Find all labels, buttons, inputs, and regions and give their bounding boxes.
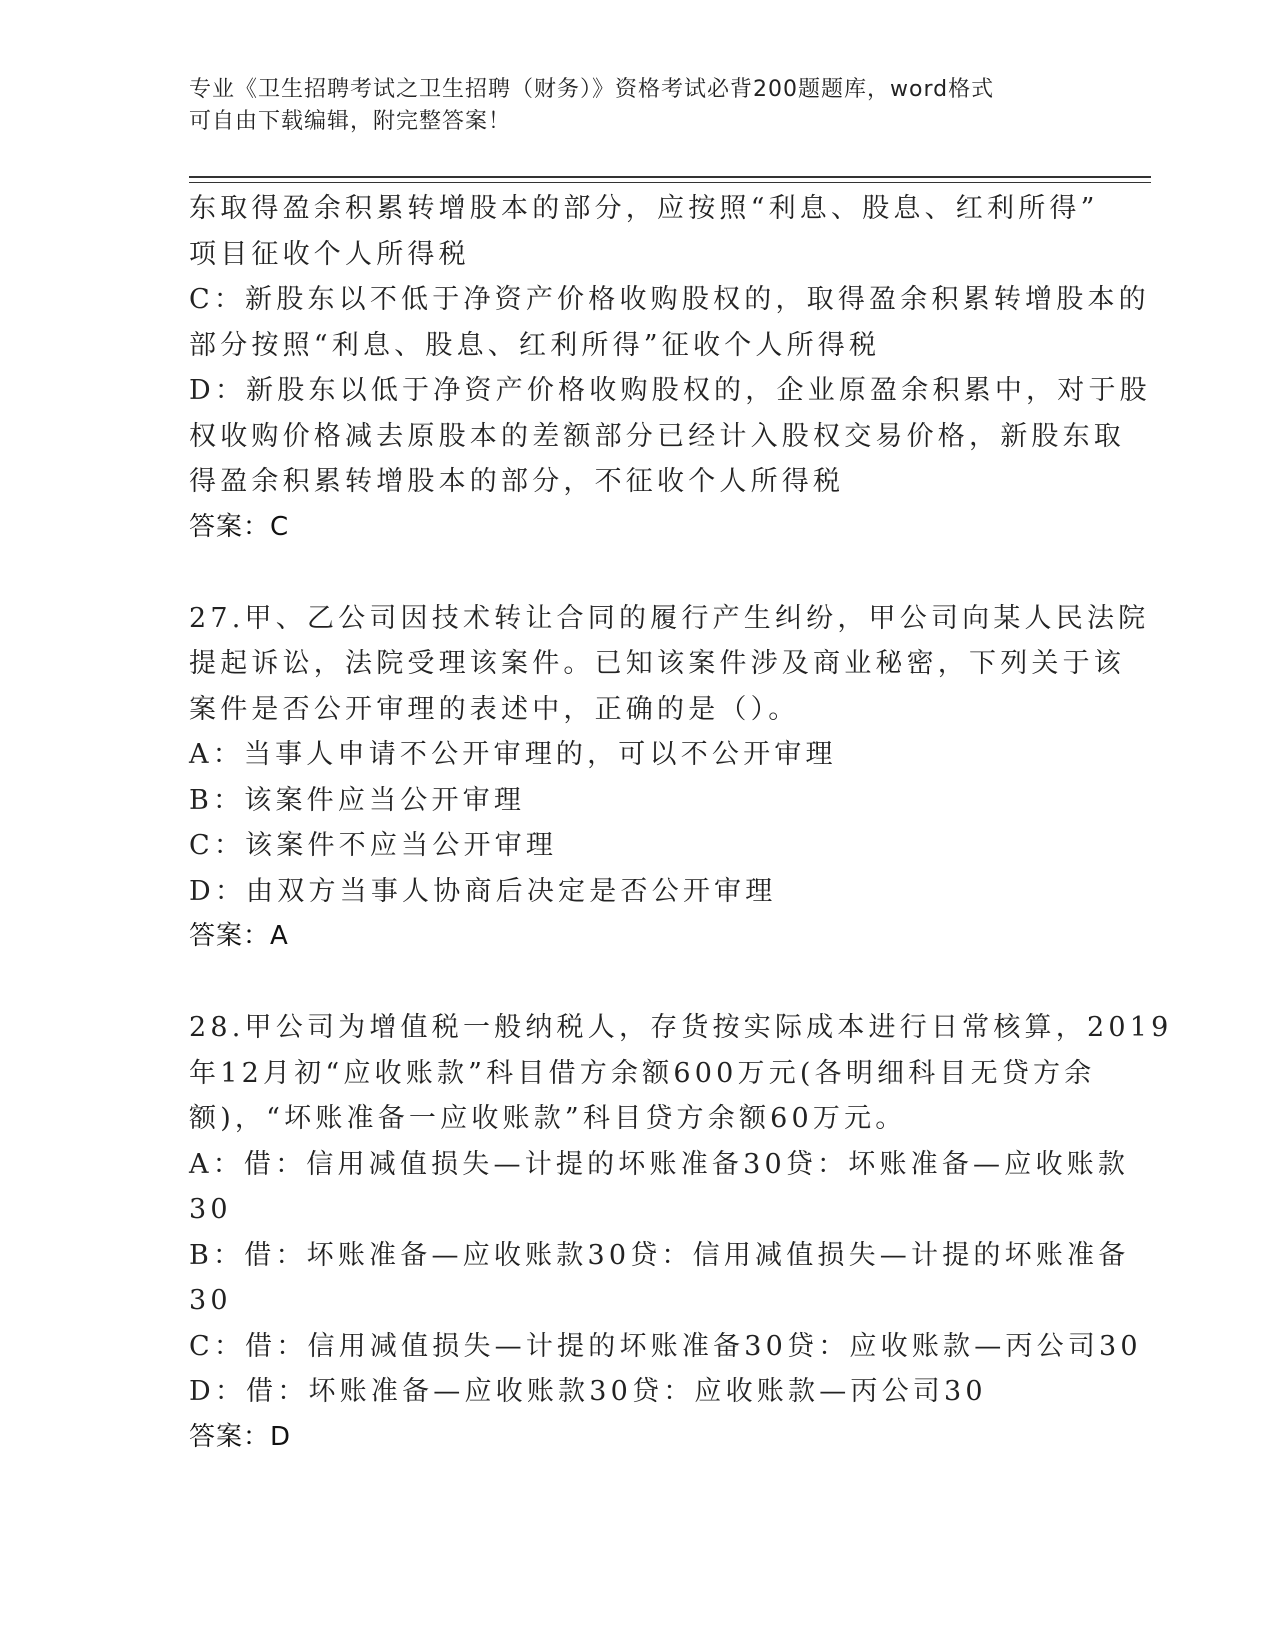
- option-d-continued: 权收购价格减去原股本的差额部分已经计入股权交易价格，新股东取: [189, 420, 1125, 452]
- question-28: [189, 1005, 1173, 1460]
- option-a: A：借：信用减值损失—计提的坏账准备30贷：坏账准备—应收账款: [189, 1148, 1130, 1180]
- option-b-continued: 30: [189, 1285, 232, 1316]
- question-stem-continued: 额)，“坏账准备一应收账款”科目贷方余额60万元。: [189, 1103, 907, 1134]
- page-header: [189, 74, 1069, 138]
- option-c: C：该案件不应当公开审理: [189, 830, 558, 861]
- option-b: B：借：坏账准备—应收账款30贷：信用减值损失—计提的坏账准备: [189, 1239, 1130, 1271]
- option-d: D：新股东以低于净资产价格收购股权的，企业原盈余积累中，对于股: [189, 375, 1151, 406]
- option-a-continued: 30: [189, 1194, 232, 1225]
- option-b: B：该案件应当公开审理: [189, 784, 526, 816]
- option-d-continued: 得盈余积累转增股本的部分，不征收个人所得税: [189, 466, 845, 497]
- question-stem-continued: 年12月初“应收账款”科目借方余额600万元(各明细科目无贷方余: [189, 1057, 1096, 1089]
- question-stem: 27.甲、乙公司因技术转让合同的履行产生纠纷，甲公司向某人民法院: [189, 602, 1150, 634]
- header-title-line-1: 专业《卫生招聘考试之卫生招聘（财务）》资格考试必背200题题库，word格式: [189, 77, 995, 102]
- answer-label: 答案：D: [189, 1421, 292, 1452]
- header-divider-thick: [189, 176, 1151, 178]
- header-title-line-2: 可自由下载编辑，附完整答案！: [189, 109, 512, 134]
- question-spacer: [189, 550, 1089, 596]
- option-c: C：新股东以不低于净资产价格收购股权的，取得盈余积累转增股本的: [189, 284, 1150, 315]
- option-c-continued: 部分按照“利息、股息、红利所得”征收个人所得税: [189, 329, 881, 361]
- question-stem-continued: 提起诉讼，法院受理该案件。已知该案件涉及商业秘密，下列关于该: [189, 648, 1125, 679]
- answer-label: 答案：C: [189, 511, 290, 542]
- document-body: [189, 186, 1173, 1460]
- question-text-line: 项目征收个人所得税: [189, 238, 470, 270]
- header-divider-thin: [189, 182, 1151, 183]
- question-stem: 28.甲公司为增值税一般纳税人，存货按实际成本进行日常核算，2019: [189, 1012, 1173, 1043]
- option-d: D：借：坏账准备—应收账款30贷：应收账款—丙公司30: [189, 1376, 987, 1407]
- option-a: A：当事人申请不公开审理的，可以不公开审理: [189, 739, 837, 770]
- question-stem-continued: 案件是否公开审理的表述中，正确的是（）。: [189, 693, 800, 725]
- question-26-continued: [189, 186, 1151, 550]
- question-spacer: [189, 960, 1089, 1006]
- option-d: D：由双方当事人协商后决定是否公开审理: [189, 875, 777, 907]
- question-27: [189, 596, 1150, 960]
- option-c: C：借：信用减值损失—计提的坏账准备30贷：应收账款—丙公司30: [189, 1330, 1142, 1362]
- question-text-line: 东取得盈余积累转增股本的部分，应按照“利息、股息、红利所得”: [189, 193, 1099, 224]
- answer-label: 答案：A: [189, 921, 289, 951]
